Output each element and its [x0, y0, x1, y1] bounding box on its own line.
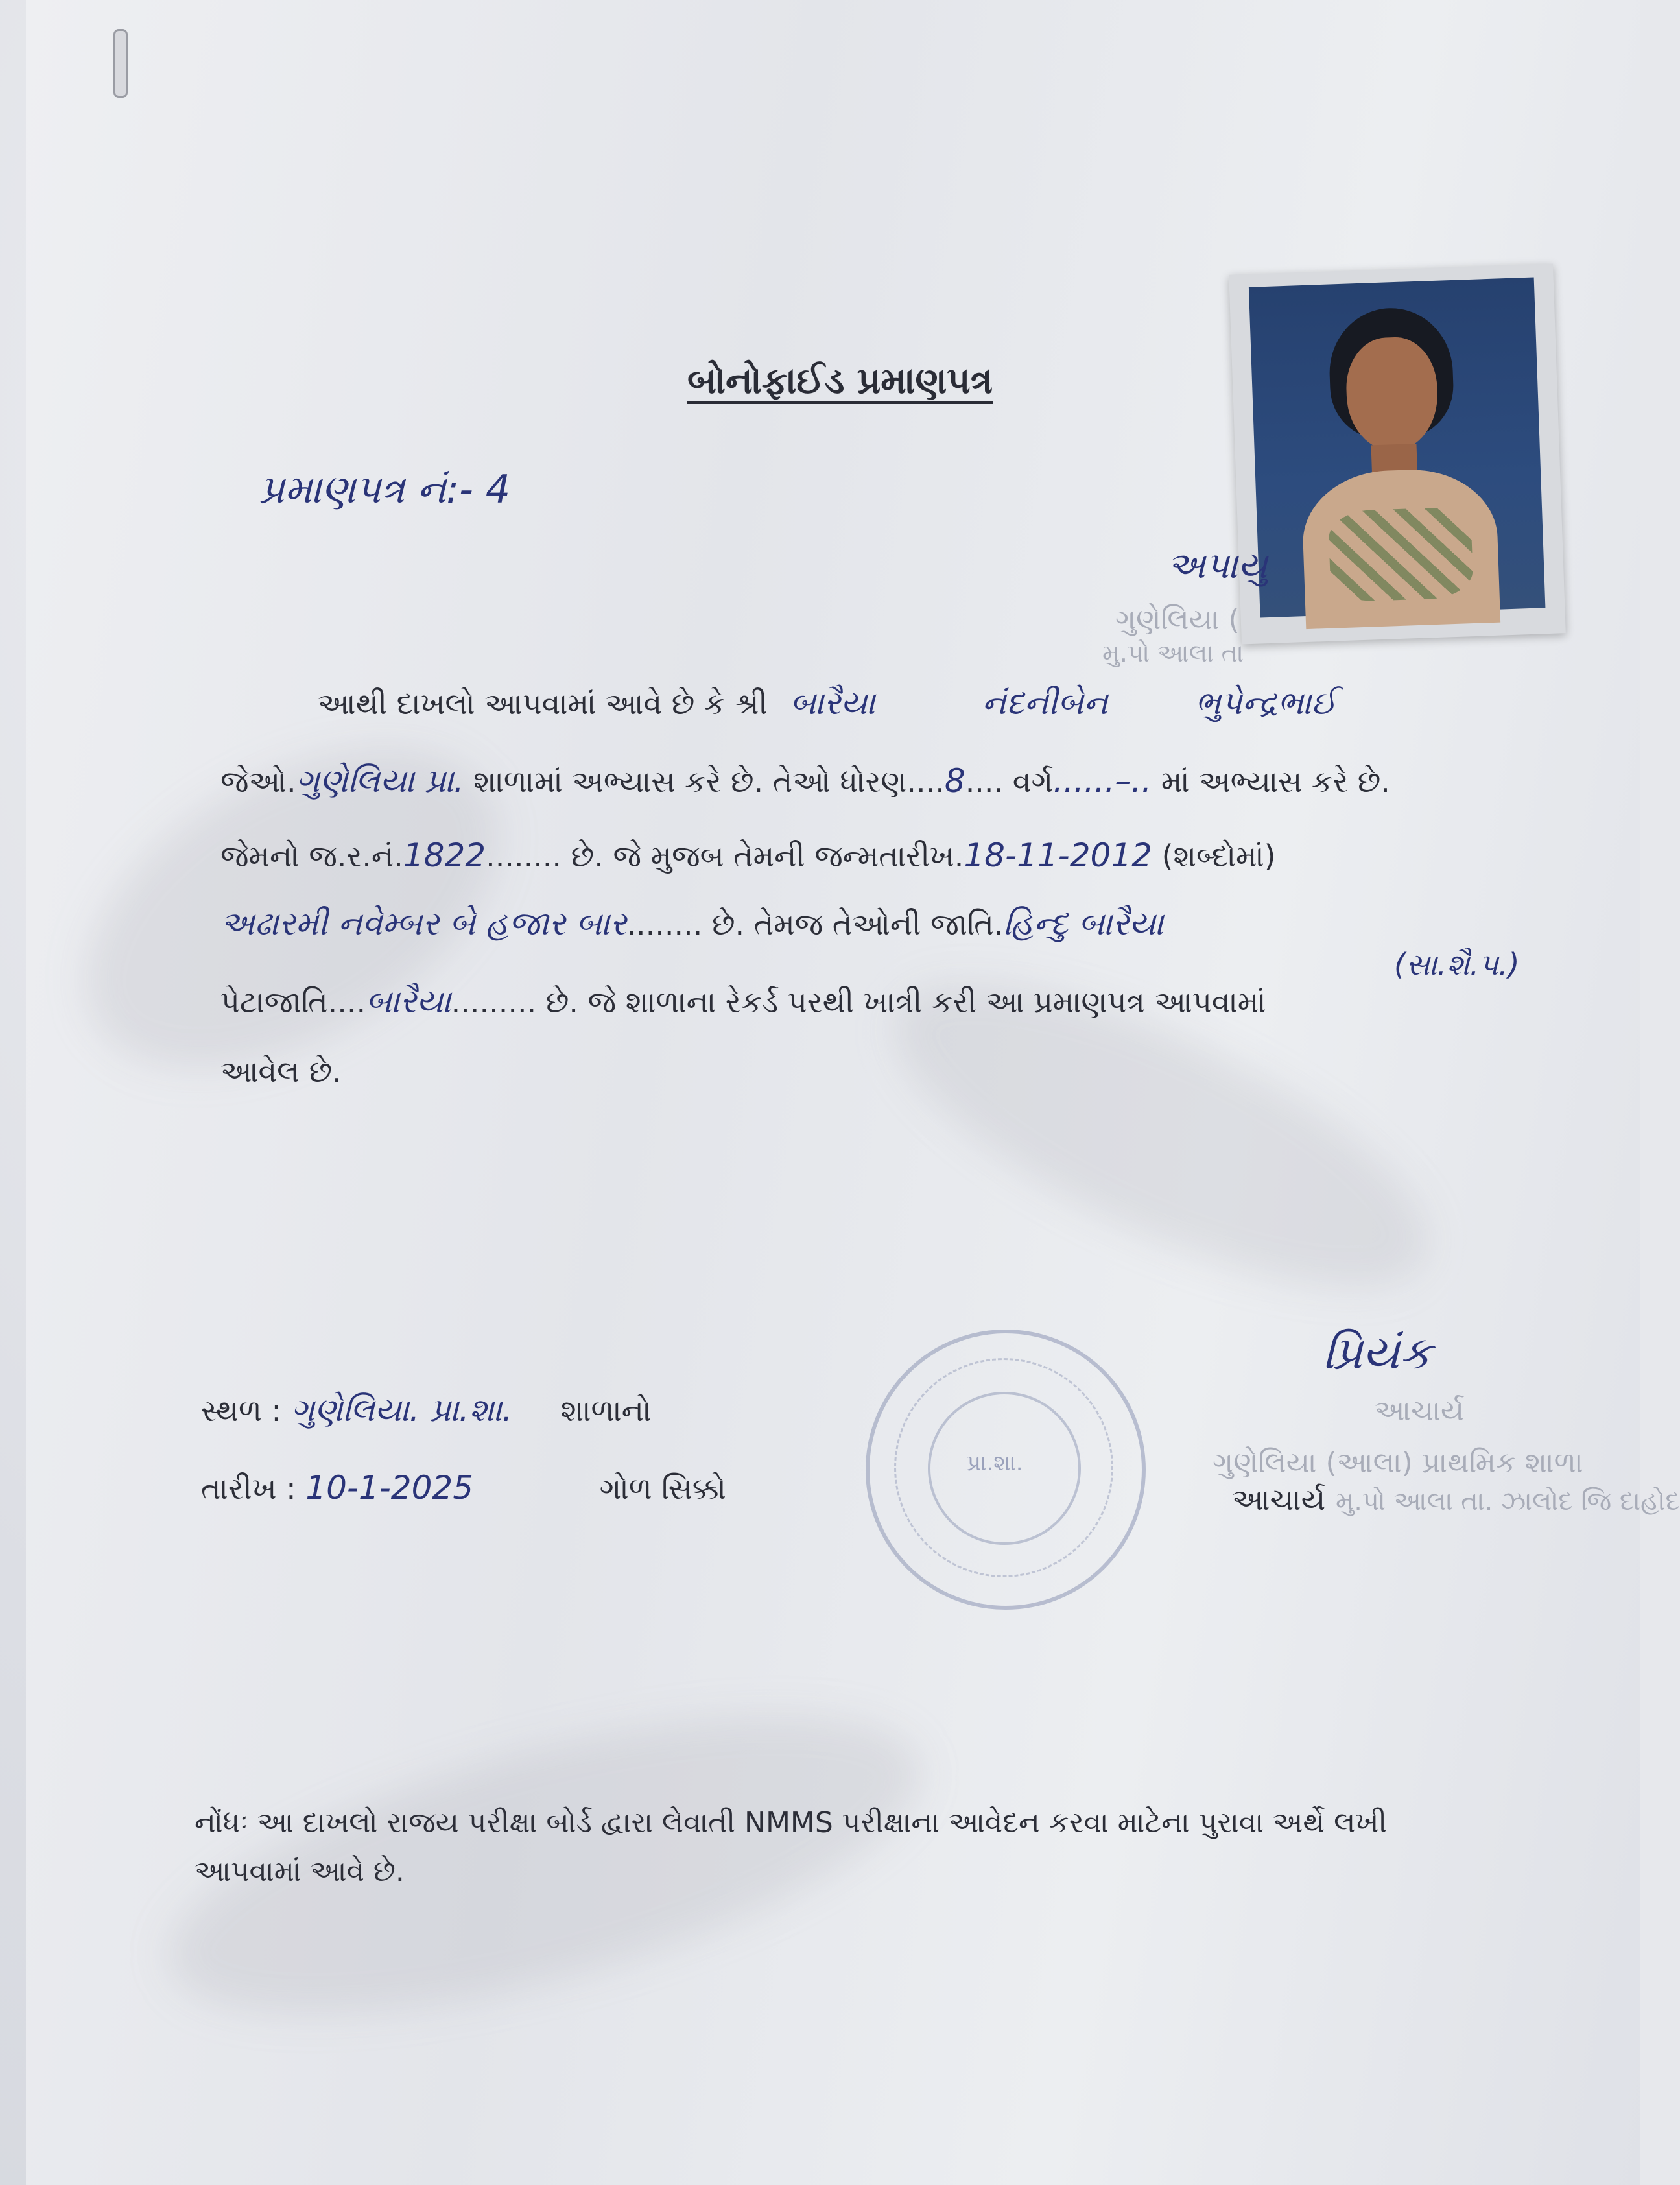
- student-name: નંદનીબેન: [982, 684, 1108, 722]
- principal-label: આચાર્ય: [1232, 1482, 1326, 1517]
- certificate-number-value: :- 4: [445, 467, 511, 512]
- paper-clip-mark: [113, 29, 128, 98]
- photo-image: [1249, 277, 1546, 617]
- printed-text: જેમનો જ.ર.નં.: [220, 839, 403, 874]
- printed-text: (શબ્દોમાં): [1161, 839, 1276, 874]
- place-row: [201, 1391, 651, 1429]
- principal-stamp-text: ગુણેલિયા (આલા) પ્રાથમિક શાળા: [1213, 1446, 1583, 1479]
- printed-text: ........ છે. તેમજ તેઓની જાતિ.: [626, 907, 1004, 942]
- principal-signature: પ્રિયંક: [1323, 1326, 1432, 1379]
- caste-category: (સા.શૈ.પ.): [1394, 947, 1520, 982]
- photo-stamp-text: ગુણેલિયા (: [1115, 603, 1240, 636]
- caste: હિન્દુ બારૈયા: [1003, 905, 1164, 942]
- place-value: ગુણેલિયા. પ્રા.શા.: [290, 1391, 513, 1429]
- note-line-2: આપવામાં આવે છે.: [195, 1855, 405, 1888]
- class-division: ......–..: [1053, 762, 1152, 800]
- note-line-1: નોંધઃ આ દાખલો રાજય પરીક્ષા બોર્ડ દ્વારા લેવાતી NMMS પરીક્ષાના આવેદન કરવા માટેના પુરાવા અર્થે લખી: [195, 1806, 1388, 1839]
- gr-number: 1822: [403, 837, 486, 874]
- sub-caste: બારૈયા: [366, 983, 451, 1020]
- printed-text: ......... છે. જે શાળાના રેકર્ડ પરથી ખાત્રી કરી આ પ્રમાણપત્ર આપવામાં: [451, 985, 1266, 1020]
- date-row: [201, 1469, 726, 1507]
- birth-date-words: અઢારમી નવેમ્બર બે હજાર બાર: [220, 905, 627, 942]
- school-name: ગુણેલિયા પ્રા.: [296, 762, 464, 800]
- body-line-1: [318, 684, 1336, 722]
- photo-stamp-text: મુ.પો આલા તા: [1102, 639, 1244, 667]
- round-seal-stamp: [866, 1330, 1146, 1610]
- body-line-6: આવેલ છે.: [220, 1054, 342, 1089]
- certificate-number: [259, 467, 510, 512]
- seal-label: ગોળ સિક્કો: [599, 1471, 726, 1506]
- birth-date: 18-11-2012: [964, 837, 1152, 874]
- date-label: તારીખ :: [201, 1471, 296, 1506]
- body-line-3: [220, 837, 1276, 875]
- printed-text: આથી દાખલો આપવામાં આવે છે કે શ્રી: [318, 686, 768, 721]
- printed-text: માં અભ્યાસ કરે છે.: [1161, 764, 1390, 799]
- printed-text: પેટાજાતિ....: [220, 985, 366, 1020]
- printed-text: શાળામાં અભ્યાસ કરે છે. તેઓ ધોરણ....: [473, 764, 945, 799]
- father-name: ભુપેન્દ્રભાઈ: [1195, 684, 1337, 722]
- place-label: સ્થળ :: [201, 1393, 282, 1428]
- photo-signature: અપાયુ: [1167, 545, 1268, 587]
- principal-stamp-text: આચાર્ય: [1375, 1394, 1464, 1427]
- body-line-5: [220, 983, 1266, 1021]
- document-title: બોનોફાઈડ પ્રમાણપત્ર: [687, 360, 993, 402]
- printed-text: .... વર્ગ: [965, 764, 1054, 799]
- student-surname: બારૈયા: [790, 684, 875, 722]
- body-line-4: [220, 905, 1164, 943]
- printed-text: જેઓ.: [220, 764, 296, 799]
- date-value: 10-1-2025: [305, 1469, 474, 1507]
- student-photo: [1229, 263, 1566, 644]
- principal-stamp-text: મુ.પો આલા તા. ઝાલોદ જિ દાહોદ: [1336, 1487, 1680, 1516]
- body-line-2: [220, 762, 1390, 800]
- printed-text: શાળાનો: [560, 1393, 652, 1428]
- certificate-number-label: પ્રમાણપત્ર નં: [259, 467, 446, 512]
- standard: 8: [944, 762, 965, 800]
- printed-text: ........ છે. જે મુજબ તેમની જન્મતારીખ.: [486, 839, 964, 874]
- stamp-text: પ્રા.શા.: [967, 1450, 1023, 1476]
